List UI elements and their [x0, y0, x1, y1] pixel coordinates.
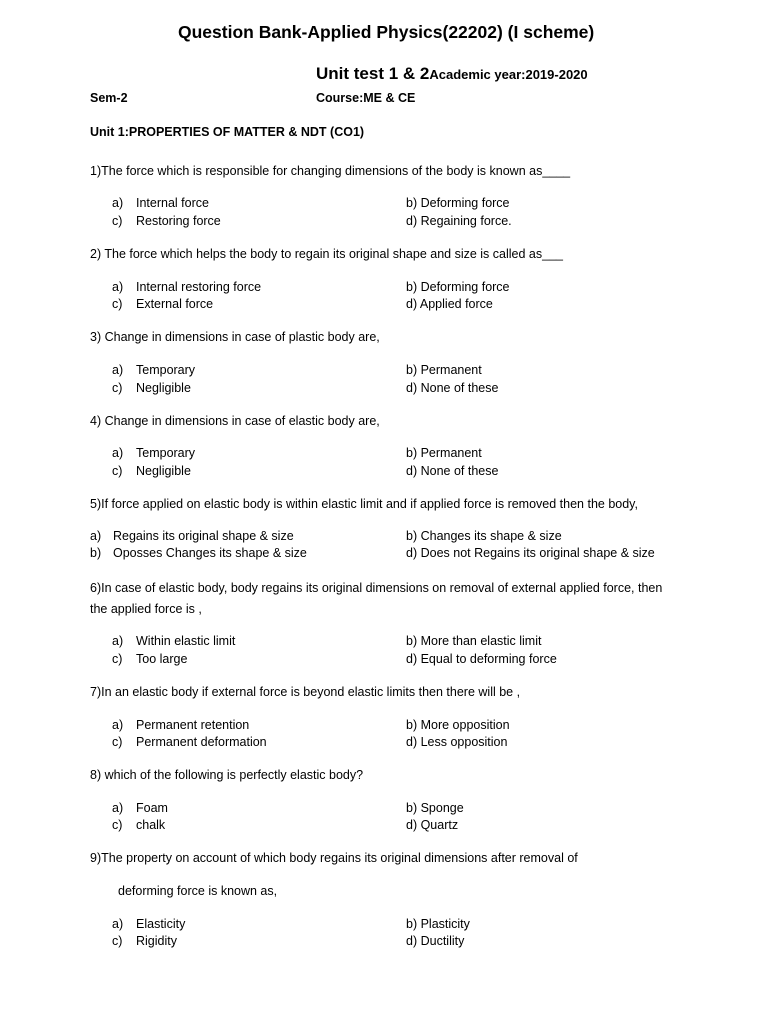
unit-test-heading	[316, 64, 588, 84]
q8-option-b: b) Sponge	[406, 801, 464, 815]
q2-option-d: d) Applied force	[406, 297, 493, 311]
q3-option-d: d) None of these	[406, 381, 499, 395]
q9-option-b: b) Plasticity	[406, 917, 470, 931]
q5-option-d: d) Does not Regains its original shape & size	[406, 546, 655, 560]
q2-option-b: b) Deforming force	[406, 280, 510, 294]
question-9-text-cont: deforming force is known as,	[118, 884, 278, 898]
question-7-text: 7)In an elastic body if external force is beyond elastic limits then there will be ,	[90, 685, 521, 699]
question-4-text: 4) Change in dimensions in case of elastic body are,	[90, 414, 380, 428]
q8-option-d: d) Quartz	[406, 818, 459, 832]
q7-option-b: b) More opposition	[406, 718, 510, 732]
q1-option-d: d) Regaining force.	[406, 214, 512, 228]
semester-label: Sem-2	[90, 91, 128, 105]
q1-option-b: b) Deforming force	[406, 196, 510, 210]
question-5-text: 5)If force applied on elastic body is within elastic limit and if applied force is removed then the body,	[90, 497, 638, 511]
q9-option-d: d) Ductility	[406, 934, 465, 948]
q7-option-d: d) Less opposition	[406, 735, 508, 749]
q4-option-b: b) Permanent	[406, 446, 482, 460]
question-1-text: 1)The force which is responsible for changing dimensions of the body is known as____	[90, 164, 571, 178]
q5-option-b: b) Changes its shape & size	[406, 529, 562, 543]
q6-option-b: b) More than elastic limit	[406, 634, 542, 648]
question-9-text: 9)The property on account of which body regains its original dimensions after removal of	[90, 851, 578, 865]
question-8-text: 8) which of the following is perfectly elastic body?	[90, 768, 364, 782]
question-bank-page: Question Bank-Applied Physics(22202) (I scheme) Unit test 1 & 2Academic year:2019-2020 Sem-2 Course:ME & CE Unit 1:PROPERTIES OF MATTER & NDT (CO1) 1)The force which is responsible for changing dimensions of the body is known as____ a) Internal force c) Restoring force b) Deforming force d) Regaining force. 2) The force which helps the body to regain its original shape and size is called as___ a) Internal restoring force c) External force b) Deforming force d) Applied force 3) Change in dimensions in case of plastic body are, a) Temporary c) Negligible b) Permanent d) None of these 4) Change in dimensions in case of elastic body are, a) Temporary c) Negligible b) Permanent d) None of these 5)If force applied on elastic body is within elastic limit and if applied force is removed then the body, a) Regains its original shape & size b) Oposses Changes its shape & size b) Changes its shape & size d) Does not Regains its original shape & size 6)In case of elastic body, body regains its original dimensions on removal of external applied force, then the applied force is , a) Within elastic limit c) Too large b) More than elastic limit d) Equal to deforming force 7)In an elastic body if external force is beyond elastic limits then there will be , a) Permanent retention c) Permanent deformation b) More opposition d) Less opposition 8) which of the following is perfectly elastic body? a) Foam c) chalk b) Sponge d) Quartz 9)The property on account of which body regains its original dimensions after removal of deforming force is known as, a) Elasticity c) Rigidity b) Plasticity d) Ductility	[90, 22, 663, 948]
q3-option-b: b) Permanent	[406, 363, 482, 377]
question-2-text: 2) The force which helps the body to regain its original shape and size is called as___	[90, 247, 563, 261]
question-6-text: 6)In case of elastic body, body regains its original dimensions on removal of external applied force, then	[90, 581, 663, 595]
question-3-text: 3) Change in dimensions in case of plastic body are,	[90, 330, 380, 344]
unit-test-label: Unit test 1 & 2	[316, 64, 430, 83]
unit-heading: Unit 1:PROPERTIES OF MATTER & NDT (CO1)	[90, 125, 365, 139]
q6-option-d: d) Equal to deforming force	[406, 652, 557, 666]
academic-year: Academic year:2019-2020	[429, 67, 588, 82]
q4-option-d: d) None of these	[406, 464, 499, 478]
question-6-text-cont: the applied force is ,	[90, 602, 202, 616]
course-label: Course:ME & CE	[316, 91, 416, 105]
page-title: Question Bank-Applied Physics(22202) (I scheme)	[178, 22, 595, 42]
